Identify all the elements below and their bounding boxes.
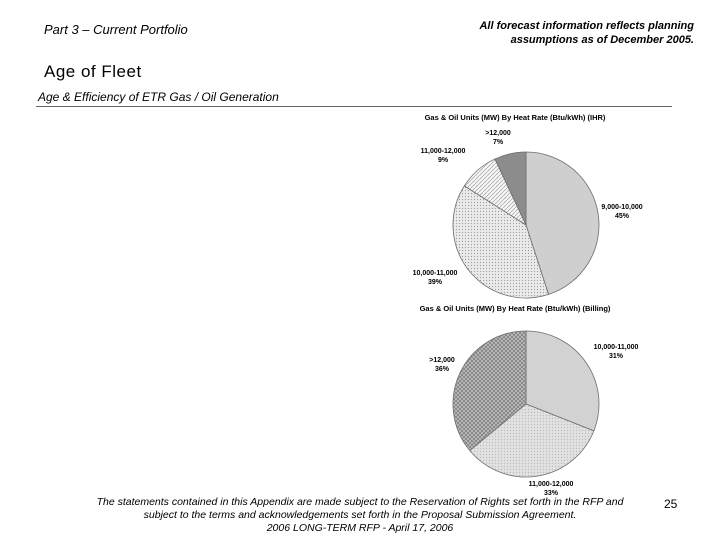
slice-pct-2-2: 33% bbox=[543, 490, 559, 497]
page-number: 25 bbox=[664, 497, 678, 511]
pie-charts bbox=[395, 108, 685, 498]
pie-chart-billing bbox=[429, 331, 638, 497]
slice-pct-1-1: 45% bbox=[614, 213, 630, 220]
page-title: Age of Fleet bbox=[44, 62, 142, 81]
disclaimer-footer bbox=[70, 496, 650, 535]
slice-label-1-3: 11,000-12,000 bbox=[420, 148, 466, 155]
pie-chart-ihr bbox=[413, 130, 643, 298]
slice-label-2-3: >12,000 bbox=[429, 357, 455, 364]
slice-pct-1-3: 9% bbox=[437, 157, 449, 164]
slice-label-2-1: 10,000-11,000 bbox=[593, 344, 639, 351]
page-subtitle: Age & Efficiency of ETR Gas / Oil Generation bbox=[38, 90, 279, 104]
forecast-note bbox=[434, 19, 694, 47]
slice-pct-1-4: 7% bbox=[492, 139, 504, 146]
chart-2-title: Gas & Oil Units (MW) By Heat Rate (Btu/kWh) (Billing) bbox=[419, 304, 611, 313]
chart-1-title: Gas & Oil Units (MW) By Heat Rate (Btu/kWh) (IHR) bbox=[424, 113, 606, 122]
forecast-note-line-2: assumptions as of December 2005. bbox=[510, 34, 694, 46]
section-header: Part 3 – Current Portfolio bbox=[44, 22, 188, 37]
slice-pct-1-2: 39% bbox=[427, 279, 443, 286]
slice-pct-2-1: 31% bbox=[608, 353, 624, 360]
slice-label-1-4: >12,000 bbox=[485, 130, 511, 137]
slice-label-1-2: 10,000-11,000 bbox=[412, 270, 458, 277]
footer-line-2: subject to the terms and acknowledgements set forth in the Proposal Submission Agreement. bbox=[143, 509, 577, 521]
header-divider bbox=[36, 106, 672, 107]
footer-line-1: The statements contained in this Appendix are made subject to the Reservation of Rights set forth in the RFP and bbox=[96, 496, 624, 508]
forecast-note-line-1: All forecast information reflects planning bbox=[479, 20, 694, 32]
slice-pct-2-3: 36% bbox=[434, 366, 450, 373]
slice-label-2-2: 11,000-12,000 bbox=[528, 481, 574, 488]
footer-line-3: 2006 LONG-TERM RFP - April 17, 2006 bbox=[266, 522, 454, 534]
slice-label-1-1: 9,000-10,000 bbox=[601, 204, 643, 211]
